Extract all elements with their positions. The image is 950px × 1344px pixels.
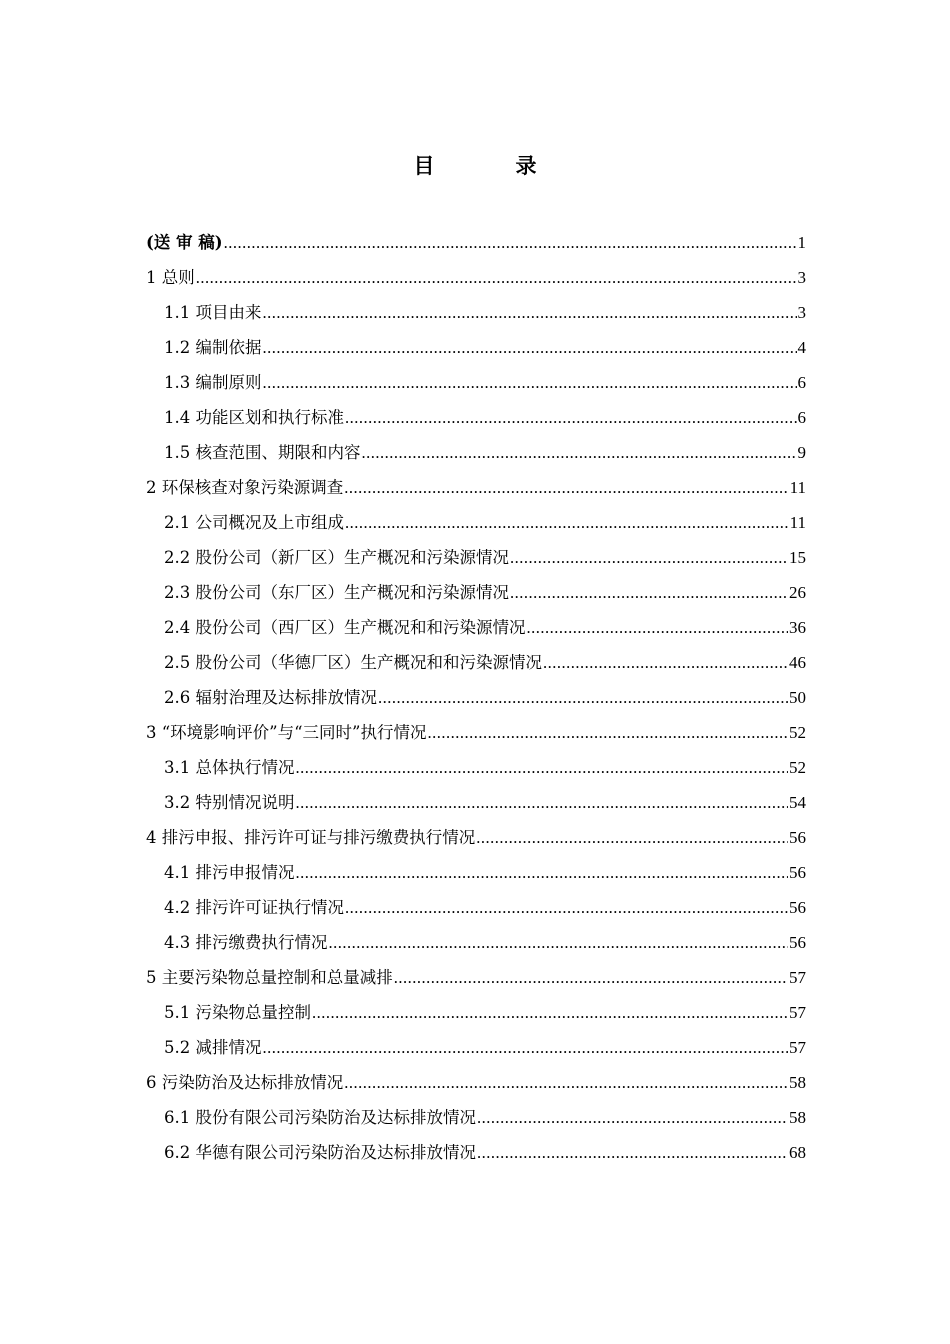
toc-entry-page-number: 6 [797,408,806,427]
toc-entry-title: 2.1 公司概况及上市组成 [164,513,344,532]
toc-dot-leader [527,610,789,645]
toc-dot-leader [263,1030,789,1065]
toc-entry-title: (送 审 稿) [146,233,223,252]
toc-dot-leader [296,855,789,890]
toc-entry-title: 2 环保核查对象污染源调查 [146,478,344,497]
toc-entry-page-number: 57 [789,1038,806,1057]
toc-entry[interactable] [146,1065,806,1100]
toc-entry[interactable] [146,575,806,610]
toc-entry-page-number: 11 [789,513,806,532]
toc-dot-leader [329,925,789,960]
toc-entry[interactable] [146,400,806,435]
toc-entry[interactable] [146,505,806,540]
toc-entry[interactable] [146,890,806,925]
toc-entry[interactable] [146,1100,806,1135]
toc-entry-page-number: 3 [797,268,806,287]
toc-entry-page-number: 57 [789,1003,806,1022]
toc-entry-title: 1.1 项目由来 [164,303,262,322]
toc-entry-title: 2.6 辐射治理及达标排放情况 [164,688,377,707]
toc-entry-page-number: 56 [789,933,806,952]
toc-dot-leader [510,540,788,575]
toc-entry[interactable] [146,785,806,820]
toc-entry-page-number: 3 [797,303,806,322]
toc-dot-leader [477,1135,788,1170]
toc-entry-title: 4.2 排污许可证执行情况 [164,898,344,917]
toc-entry-page-number: 36 [789,618,806,637]
toc-entry[interactable] [146,820,806,855]
table-of-contents [146,225,806,1170]
toc-dot-leader [312,995,788,1030]
toc-entry[interactable] [146,995,806,1030]
toc-entry-title: 5 主要污染物总量控制和总量减排 [146,968,393,987]
toc-entry[interactable] [146,610,806,645]
toc-entry-title: 1.5 核查范围、期限和内容 [164,443,361,462]
toc-entry[interactable] [146,960,806,995]
toc-entry-title: 3 “环境影响评价”与“三同时”执行情况 [146,723,427,742]
toc-entry-page-number: 15 [789,548,806,567]
toc-entry[interactable] [146,225,806,260]
toc-dot-leader [345,890,788,925]
toc-entry-page-number: 11 [789,478,806,497]
toc-entry[interactable] [146,855,806,890]
toc-dot-leader [296,785,789,820]
toc-entry-page-number: 6 [797,373,806,392]
toc-entry-title: 1 总则 [146,268,195,287]
toc-entry-title: 5.2 减排情况 [164,1038,262,1057]
toc-entry-page-number: 46 [789,653,806,672]
toc-dot-leader [378,680,788,715]
toc-entry[interactable] [146,1030,806,1065]
toc-entry-title: 1.3 编制原则 [164,373,262,392]
toc-dot-leader [394,960,788,995]
toc-entry-title: 6.1 股份有限公司污染防治及达标排放情况 [164,1108,476,1127]
toc-entry[interactable] [146,1135,806,1170]
toc-dot-leader [427,715,788,750]
toc-entry-page-number: 58 [789,1073,806,1092]
toc-dot-leader [224,225,797,260]
toc-entry[interactable] [146,680,806,715]
toc-entry-page-number: 54 [789,793,806,812]
toc-entry[interactable] [146,435,806,470]
page-title: 目 录 [413,153,567,178]
toc-entry-title: 2.4 股份公司（西厂区）生产概况和和污染源情况 [164,618,526,637]
toc-entry-page-number: 56 [789,828,806,847]
toc-entry-title: 2.2 股份公司（新厂区）生产概况和污染源情况 [164,548,509,567]
toc-entry[interactable] [146,540,806,575]
toc-entry-title: 5.1 污染物总量控制 [164,1003,311,1022]
toc-entry[interactable] [146,295,806,330]
toc-dot-leader [296,750,789,785]
toc-entry[interactable] [146,260,806,295]
toc-dot-leader [263,365,797,400]
toc-entry-page-number: 56 [789,898,806,917]
toc-entry[interactable] [146,750,806,785]
toc-entry-page-number: 56 [789,863,806,882]
toc-dot-leader [344,1065,788,1100]
toc-entry-title: 1.2 编制依据 [164,338,262,357]
toc-dot-leader [476,820,788,855]
toc-entry-title: 3.1 总体执行情况 [164,758,295,777]
toc-entry-page-number: 57 [789,968,806,987]
toc-entry-page-number: 52 [789,758,806,777]
toc-dot-leader [196,260,797,295]
toc-entry[interactable] [146,645,806,680]
toc-entry[interactable] [146,470,806,505]
toc-entry-title: 3.2 特别情况说明 [164,793,295,812]
toc-entry-page-number: 4 [797,338,806,357]
toc-dot-leader [344,470,788,505]
toc-entry-title: 4 排污申报、排污许可证与排污缴费执行情况 [146,828,476,847]
toc-entry-page-number: 1 [797,233,806,252]
toc-entry-title: 6 污染防治及达标排放情况 [146,1073,344,1092]
toc-entry-title: 4.3 排污缴费执行情况 [164,933,328,952]
toc-entry[interactable] [146,330,806,365]
toc-entry-page-number: 52 [789,723,806,742]
toc-dot-leader [263,295,797,330]
toc-dot-leader [263,330,797,365]
toc-entry-title: 6.2 华德有限公司污染防治及达标排放情况 [164,1143,476,1162]
toc-dot-leader [477,1100,788,1135]
toc-dot-leader [510,575,788,610]
toc-entry-page-number: 68 [789,1143,806,1162]
toc-dot-leader [543,645,788,680]
toc-entry-page-number: 50 [789,688,806,707]
toc-entry[interactable] [146,925,806,960]
toc-entry-title: 2.5 股份公司（华德厂区）生产概况和和污染源情况 [164,653,542,672]
toc-entry-page-number: 26 [789,583,806,602]
toc-entry[interactable] [146,715,806,750]
toc-entry-page-number: 9 [797,443,806,462]
toc-dot-leader [362,435,797,470]
toc-entry-title: 1.4 功能区划和执行标准 [164,408,344,427]
toc-entry-title: 4.1 排污申报情况 [164,863,295,882]
toc-dot-leader [345,400,797,435]
toc-entry[interactable] [146,365,806,400]
toc-dot-leader [345,505,789,540]
toc-entry-page-number: 58 [789,1108,806,1127]
toc-entry-title: 2.3 股份公司（东厂区）生产概况和污染源情况 [164,583,509,602]
